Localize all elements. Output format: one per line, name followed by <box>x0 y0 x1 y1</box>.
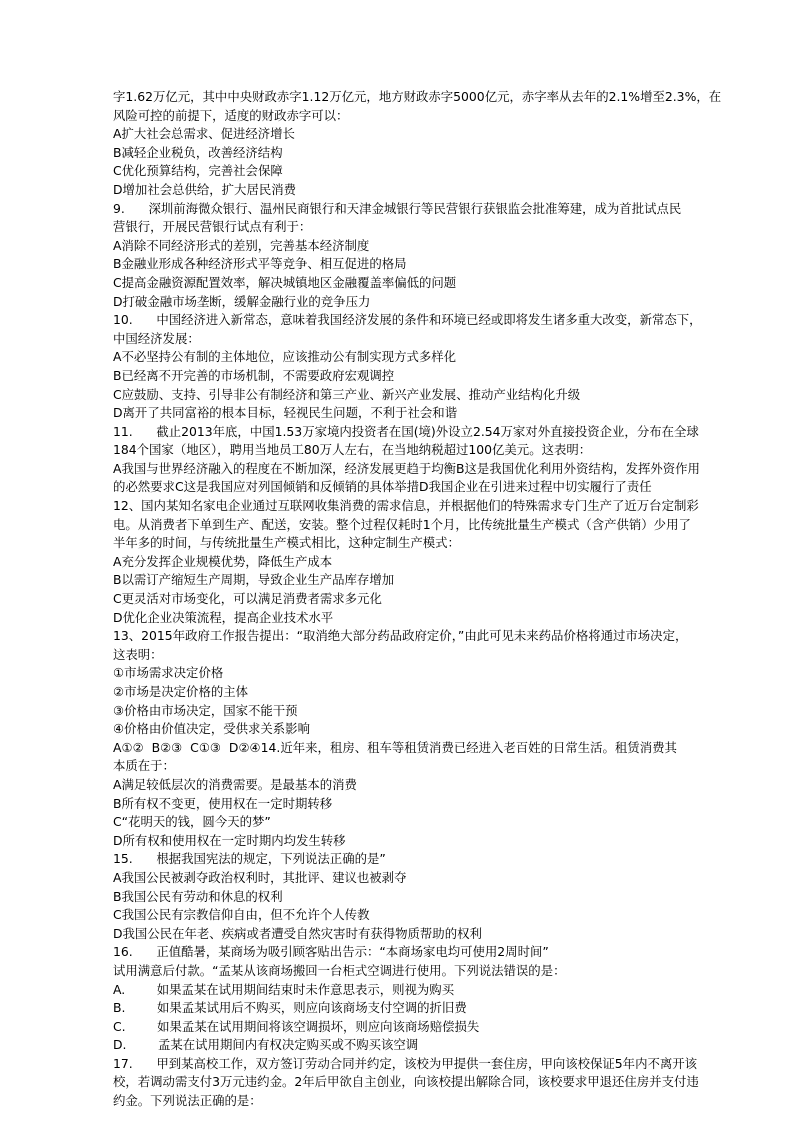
text-line: 184个国家（地区），聘用当地员工80万人左右，在当地纳税超过100亿美元。这表明： <box>113 442 592 458</box>
text-line: B以需订产缩短生产周期，导致企业生产品库存增加 <box>113 572 395 588</box>
text-line: 10. 中国经济进入新常态，意味着我国经济发展的条件和环境已经或即将发生诸多重大改变，新常态下， <box>113 312 702 328</box>
text-line: A不必坚持公有制的主体地位，应该推动公有制实现方式多样化 <box>113 349 457 365</box>
text-line: 营银行，开展民营银行试点有利于： <box>113 219 312 235</box>
document-body <box>113 88 775 1111</box>
text-line: A满足较低层次的消费需要。是最基本的消费 <box>113 776 357 792</box>
text-line: 13、2015年政府工作报告提出：“取消绝大部分药品政府定价，”由此可见未来药品价格将通过市场决定， <box>113 628 688 644</box>
text-line: ④价格由价值决定，受供求关系影响 <box>113 721 310 737</box>
text-line: C. 如果孟某在试用期间将该空调损坏，则应向该商场赔偿损失 <box>113 1018 480 1034</box>
text-line: D离开了共同富裕的根本目标，轻视民生问题，不利于社会和谐 <box>113 405 458 421</box>
text-line: A我国公民被剥夺政治权利时，其批评、建议也被剥夺 <box>113 869 407 885</box>
text-line: D. 孟某在试用期间内有权决定购买或不购买该空调 <box>113 1037 419 1053</box>
text-line: 17. 甲到某高校工作，双方签订劳动合同并约定，该校为甲提供一套住房，甲向该校保证5年内不离开该 <box>113 1055 698 1071</box>
text-line: A①② B②③ C①③ D②④14.近年来，租房、租车等租赁消费已经进入老百姓的日常生活。租赁消费其 <box>113 739 677 755</box>
text-line: ③价格由市场决定，国家不能干预 <box>113 702 298 718</box>
text-line: C我国公民有宗教信仰自由，但不允许个人传教 <box>113 907 370 923</box>
text-line: D打破金融市场垄断，缓解金融行业的竞争压力 <box>113 293 371 309</box>
text-line: A我国与世界经济融入的程度在不断加深，经济发展更趋于均衡B这是我国优化利用外资结构，发挥外资作用 <box>113 460 700 476</box>
text-line: 的必然要求C这是我国应对列国倾销和反倾销的具体举措D我国企业在引进来过程中切实履行了责任 <box>113 479 652 495</box>
text-line: 电。从消费者下单到生产、配送，安装。整个过程仅耗时1个月，比传统批量生产模式（含产供销）少用了 <box>113 516 691 532</box>
text-line: A消除不同经济形式的差别，完善基本经济制度 <box>113 237 370 253</box>
text-line: 本质在于： <box>113 758 175 774</box>
text-line: 16. 正值酷暑，某商场为吸引顾客贴出告示：“本商场家电均可使用2周时间” <box>113 944 549 960</box>
text-line: C优化预算结构，完善社会保障 <box>113 163 283 179</box>
text-line: ①市场需求决定价格 <box>113 665 224 681</box>
text-line: B. 如果孟某试用后不购买，则应向该商场支付空调的折旧费 <box>113 1000 467 1016</box>
text-line: C“花明天的钱，圆今天的梦” <box>113 814 271 830</box>
text-line: C更灵活对市场变化，可以满足消费者需求多元化 <box>113 591 382 607</box>
text-line: 校，若调动需支付3万元违约金。2年后甲欲自主创业，向该校提出解除合同，该校要求甲退还住房并支付违 <box>113 1074 699 1090</box>
text-line: 12、国内某知名家电企业通过互联网收集消费的需求信息，并根据他们的特殊需求专门生产了近万台定制彩 <box>113 498 699 514</box>
text-line: 11. 截止2013年底，中国1.53万家境内投资者在国(境)外设立2.54万家对外直接投资企业，分布在全球 <box>113 423 699 439</box>
text-line: D优化企业决策流程，提高企业技术水平 <box>113 609 334 625</box>
text-line: 9. 深圳前海微众银行、温州民商银行和天津金城银行等民营银行获银监会批准筹建，成为首批试点民 <box>113 200 682 216</box>
text-line: 这表明： <box>113 646 163 662</box>
text-line: A. 如果孟某在试用期间结束时未作意思表示，则视为购买 <box>113 981 455 997</box>
text-line: 约金。下列说法正确的是： <box>113 1093 262 1109</box>
text-line: ②市场是决定价格的主体 <box>113 684 249 699</box>
text-line: 半年多的时间，与传统批量生产模式相比，这种定制生产模式： <box>113 535 460 551</box>
text-line: D所有权和使用权在一定时期内均发生转移 <box>113 832 346 848</box>
text-line: D我国公民在年老、疾病或者遭受自然灾害时有获得物质帮助的权利 <box>113 925 482 941</box>
text-line: B所有权不变更，使用权在一定时期转移 <box>113 795 333 811</box>
text-line: B已经离不开完善的市场机制，不需要政府宏观调控 <box>113 367 395 383</box>
text-line: A扩大社会总需求、促进经济增长 <box>113 126 295 142</box>
text-line: C应鼓励、支持、引导非公有制经济和第三产业、新兴产业发展、推动产业结构化升级 <box>113 386 581 402</box>
text-line: 字1.62万亿元，其中中央财政赤字1.12万亿元，地方财政赤字5000亿元，赤字率从去年的2.1%增至2.3%，在 <box>113 89 722 104</box>
text-line: 风险可控的前提下，适度的财政赤字可以： <box>113 107 349 123</box>
text-line: B我国公民有劳动和休息的权利 <box>113 888 283 904</box>
text-line: D增加社会总供给，扩大居民消费 <box>113 181 297 197</box>
text-line: 中国经济发展： <box>113 330 200 346</box>
text-line: 试用满意后付款。“孟某从该商场搬回一台柜式空调进行使用。下列说法错误的是： <box>113 962 566 978</box>
text-line: B金融业形成各种经济形式平等竞争、相互促进的格局 <box>113 256 407 272</box>
text-line: A充分发挥企业规模优势，降低生产成本 <box>113 553 333 569</box>
text-line: C提高金融资源配置效率，解决城镇地区金融覆盖率偏低的问题 <box>113 274 457 290</box>
text-line: B减轻企业税负，改善经济结构 <box>113 144 283 160</box>
text-line: 15. 根据我国宪法的规定，下列说法正确的是” <box>113 851 386 867</box>
